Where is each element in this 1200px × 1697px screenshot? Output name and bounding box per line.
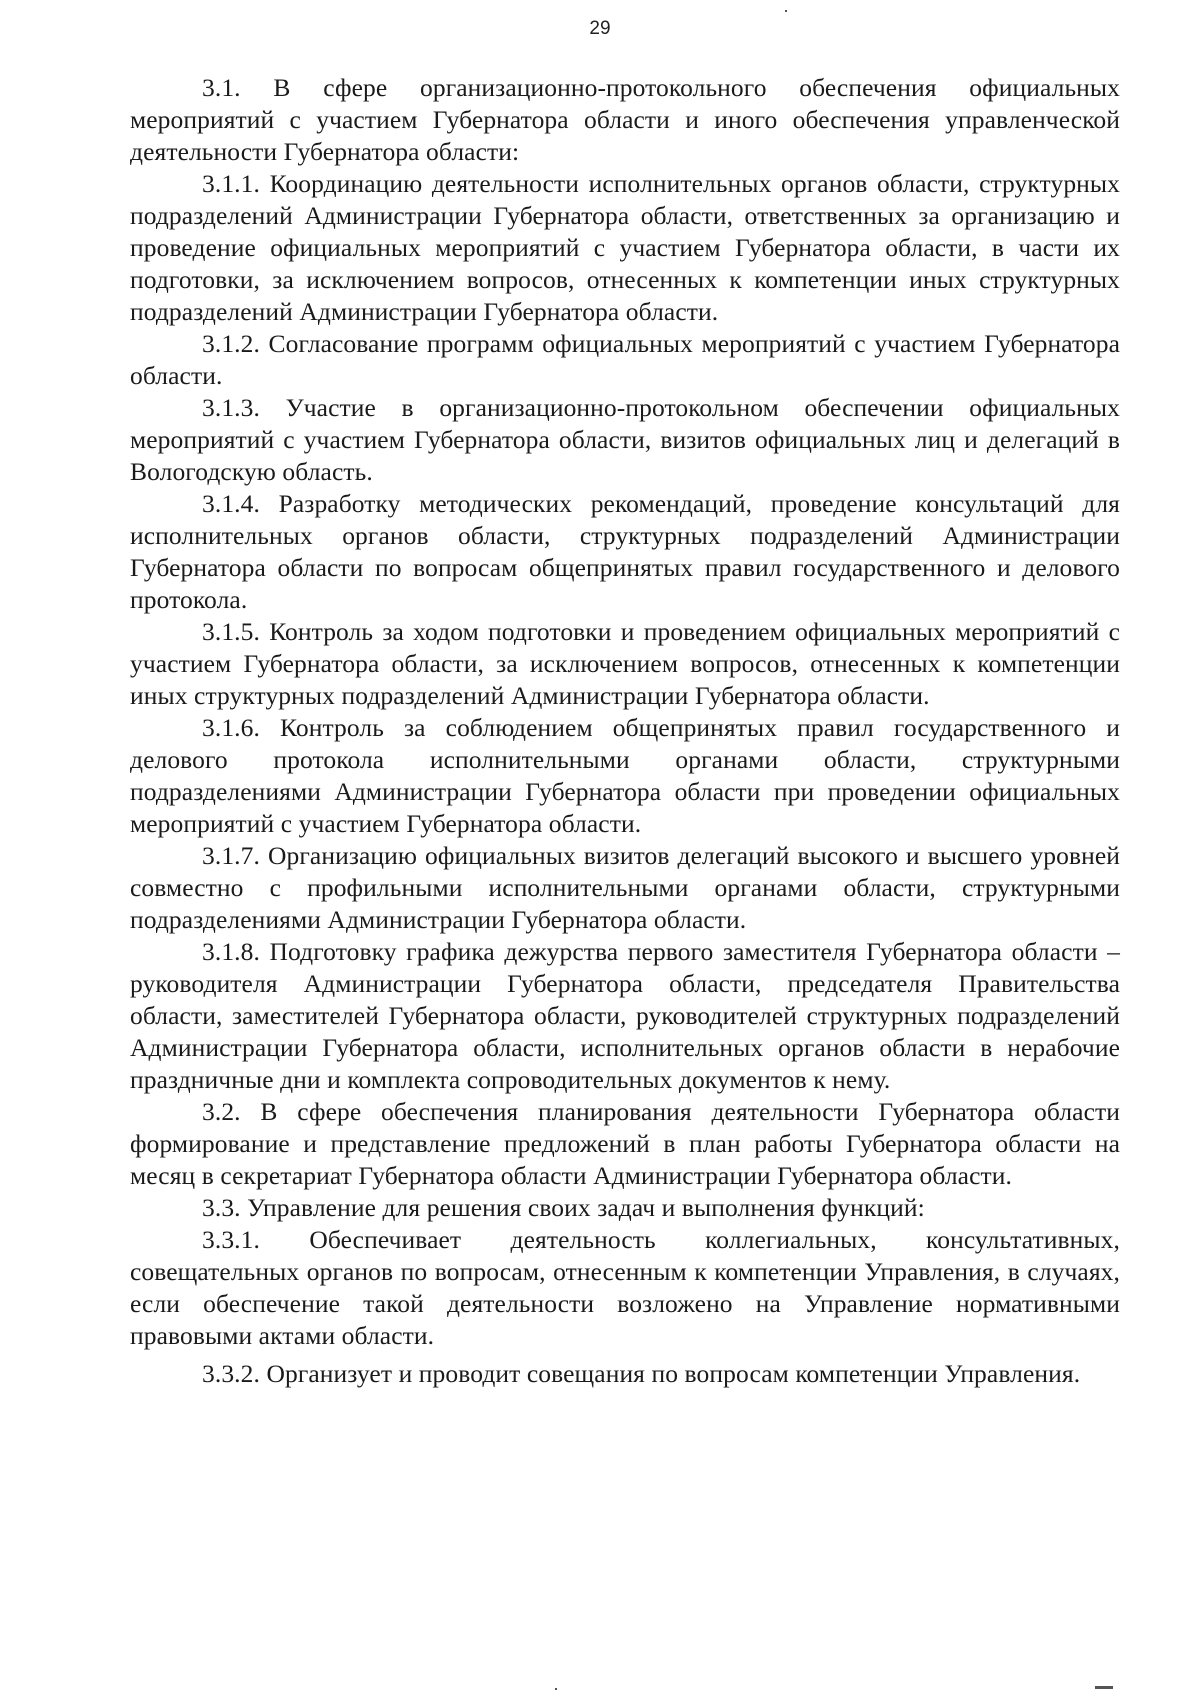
- paragraph-3-1-2: 3.1.2. Согласование программ официальных мероприятий с участием Губернатора области.: [130, 329, 1120, 390]
- paragraph-3-3-2: 3.3.2. Организует и проводит совещания по вопросам компетенции Управления.: [202, 1359, 1081, 1388]
- paragraph-3-1: 3.1. В сфере организационно-протокольного обеспечения официальных мероприятий с участием Губернатора области и иного обеспечения управленческой деятельности Губернатора области:: [130, 73, 1120, 166]
- scan-artifact-bottom-right: [1095, 1686, 1113, 1689]
- paragraph-3-1-4: 3.1.4. Разработку методических рекомендаций, проведение консультаций для исполнительных органов области, структурных подразделений Администрации Губернатора области по вопросам общепринятых правил государственного и делового протокола.: [130, 489, 1120, 614]
- document-body: [130, 72, 1120, 1390]
- paragraph-3-1-6: 3.1.6. Контроль за соблюдением общепринятых правил государственного и делового протокола исполнительными органами области, структурными подразделениями Администрации Губернатора области при проведении официальных мероприятий с участием Губернатора области.: [130, 713, 1120, 838]
- page-number: 29: [589, 18, 611, 39]
- paragraph-3-1-8: 3.1.8. Подготовку графика дежурства первого заместителя Губернатора области – руководителя Администрации Губернатора области, председателя Правительства области, заместителей Губернатора области, руководителей структурных подразделений Администрации Губернатора области, исполнительных органов области в нерабочие праздничные дни и комплекта сопроводительных документов к нему.: [130, 937, 1120, 1094]
- scan-artifact-top: [785, 10, 787, 12]
- paragraph-3-3-1: 3.3.1. Обеспечивает деятельность коллегиальных, консультативных, совещательных органов по вопросам, отнесенным к компетенции Управления, в случаях, если обеспечение такой деятельности возложено на Управление нормативными правовыми актами области.: [130, 1225, 1120, 1350]
- paragraph-3-1-7: 3.1.7. Организацию официальных визитов делегаций высокого и высшего уровней совместно с профильными исполнительными органами области, структурными подразделениями Администрации Губернатора области.: [130, 841, 1120, 934]
- scan-artifact-bottom-left: [555, 1688, 557, 1690]
- paragraph-3-1-5: 3.1.5. Контроль за ходом подготовки и проведением официальных мероприятий с участием Губернатора области, за исключением вопросов, отнесенных к компетенции иных структурных подразделений Администрации Губернатора области.: [130, 617, 1120, 710]
- paragraph-3-2: 3.2. В сфере обеспечения планирования деятельности Губернатора области формирование и представление предложений в план работы Губернатора области на месяц в секретариат Губернатора области Администрации Губернатора области.: [130, 1097, 1120, 1190]
- paragraph-3-3: 3.3. Управление для решения своих задач и выполнения функций:: [202, 1193, 925, 1222]
- paragraph-3-1-1: 3.1.1. Координацию деятельности исполнительных органов области, структурных подразделений Администрации Губернатора области, ответственных за организацию и проведение официальных мероприятий с участием Губернатора области, в части их подготовки, за исключением вопросов, отнесенных к компетенции иных структурных подразделений Администрации Губернатора области.: [130, 169, 1120, 326]
- paragraph-3-1-3: 3.1.3. Участие в организационно-протокольном обеспечении официальных мероприятий с участием Губернатора области, визитов официальных лиц и делегаций в Вологодскую область.: [130, 393, 1120, 486]
